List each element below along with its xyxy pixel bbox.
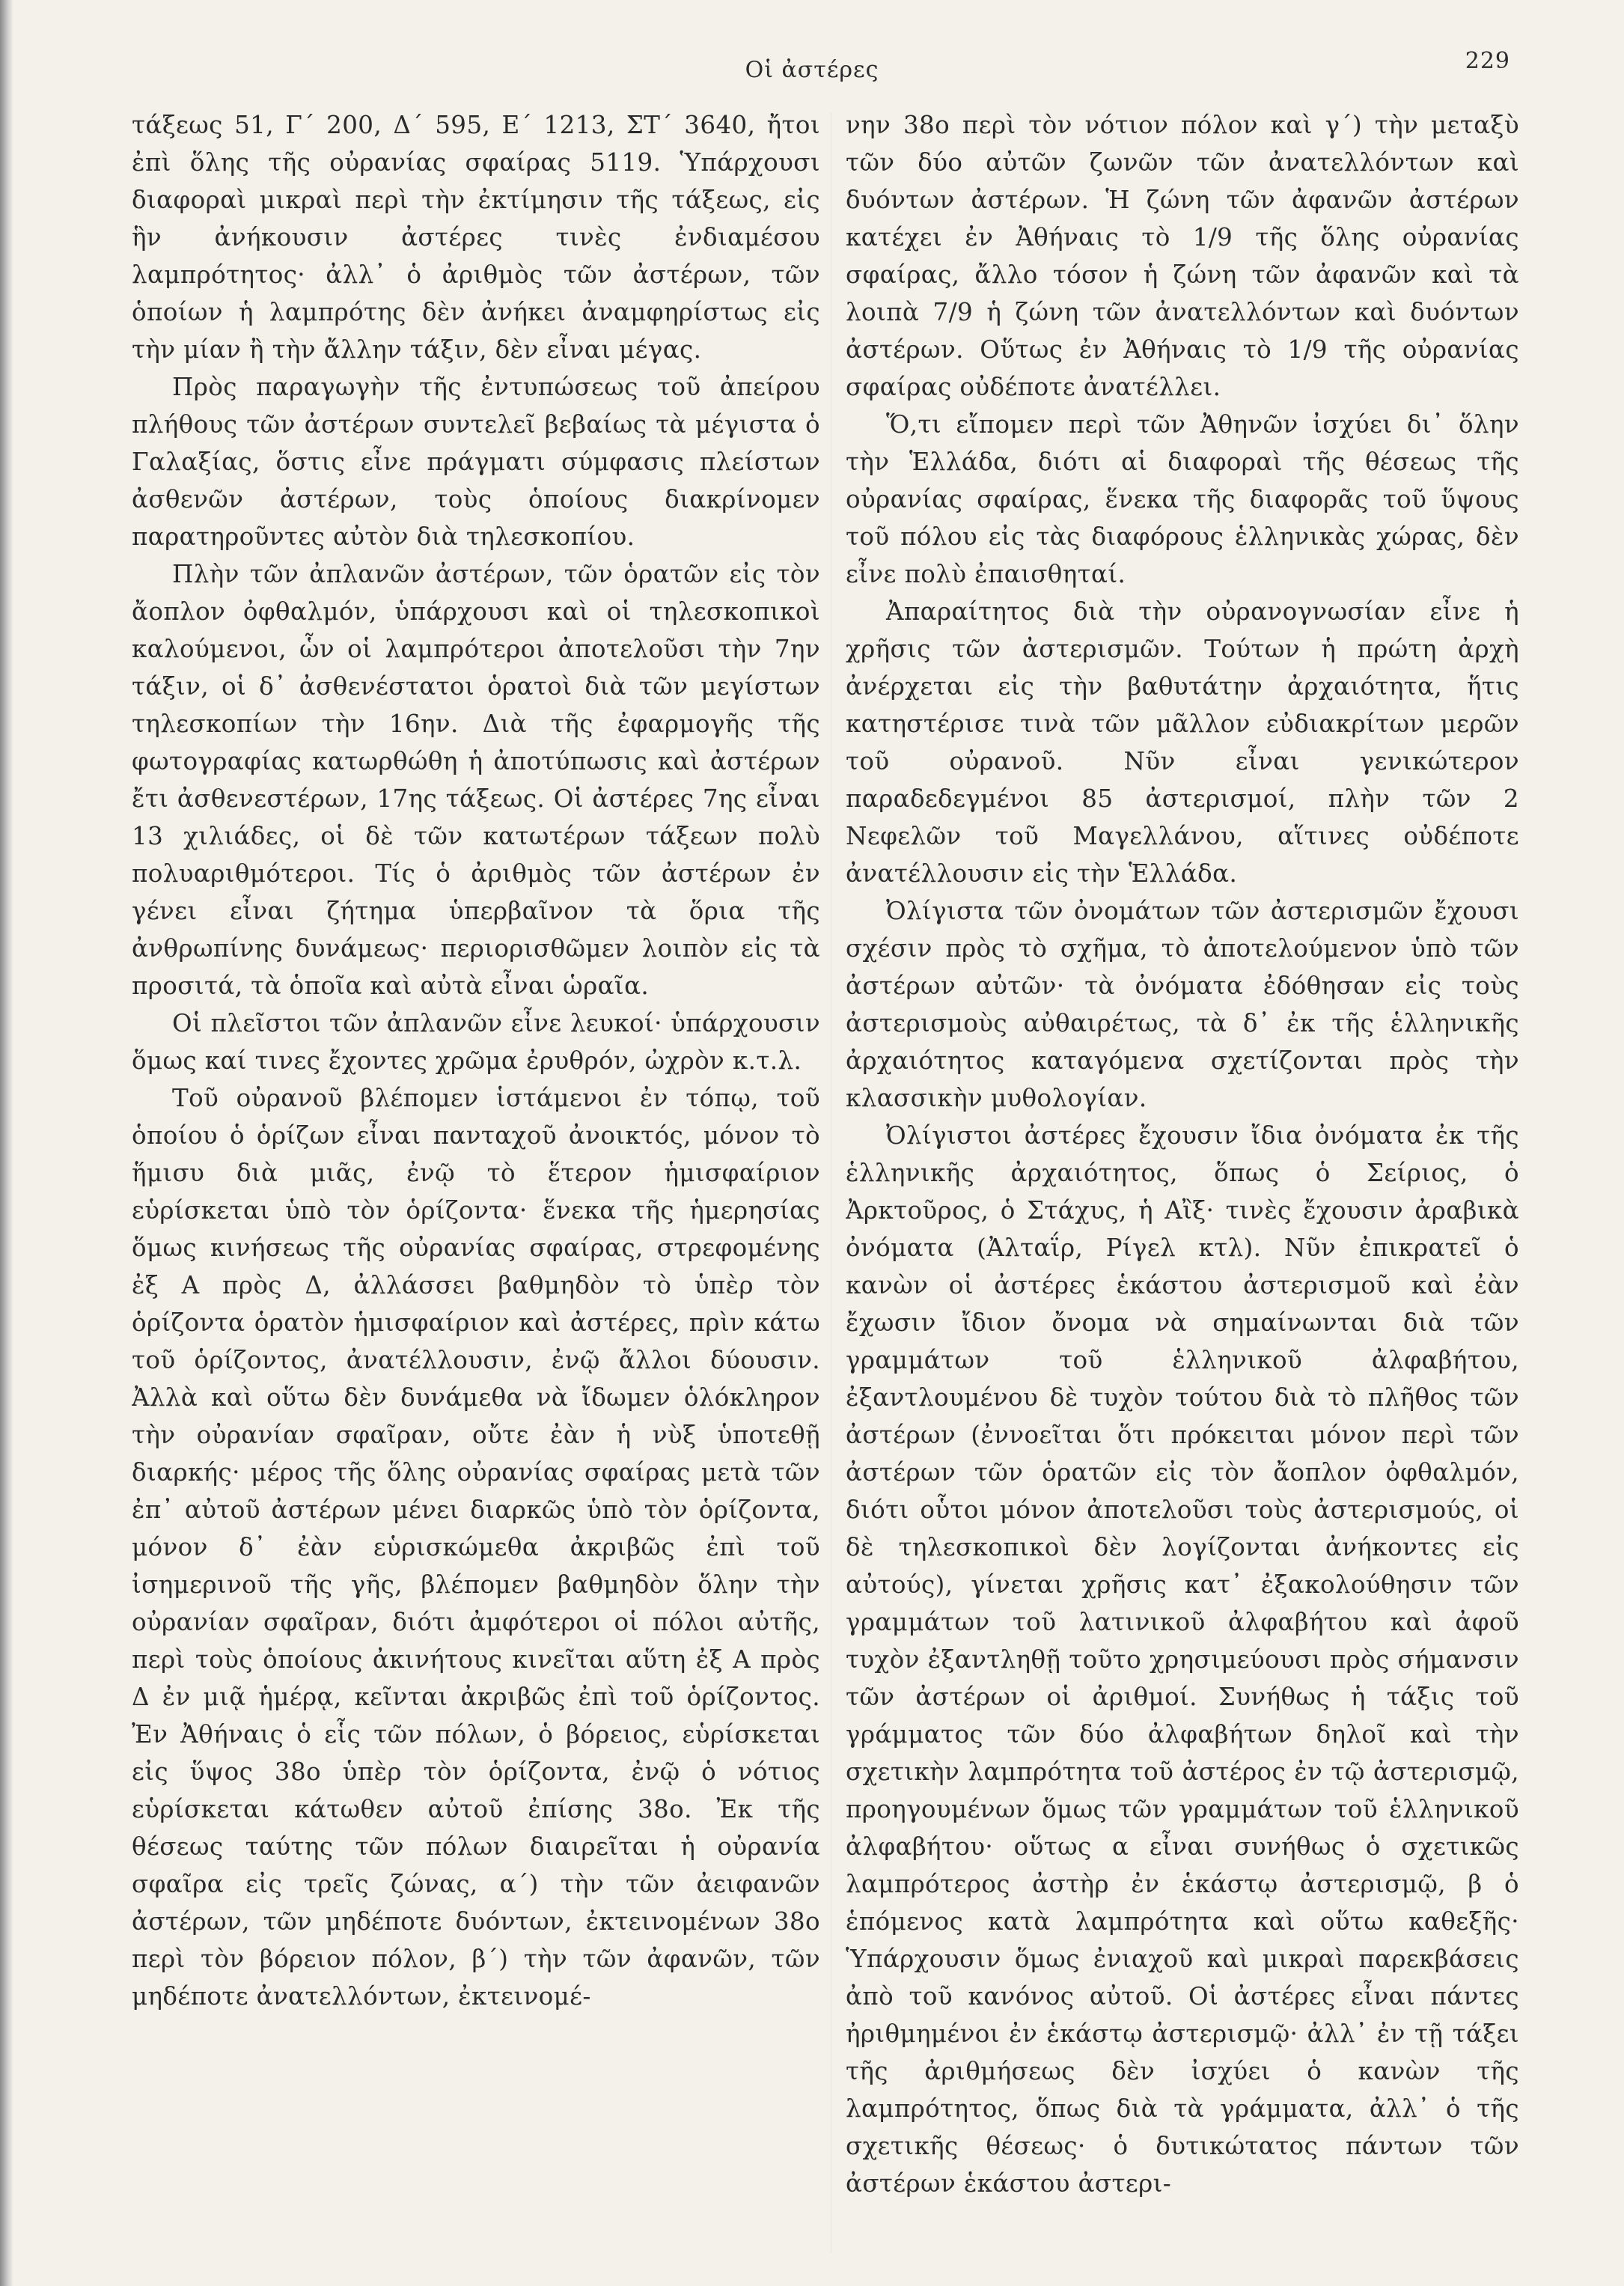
paragraph: Ὀλίγιστοι ἀστέρες ἔχουσιν ἴδια ὀνόματα ἐκ τῆς ἑλληνικῆς ἀρχαιότητος, ὅπως ὁ Σείριος, ὁ Ἀρκτοῦρος, ὁ Στάχυς, ἡ Αἲξ· τινὲς ἔχουσιν ἀραβικὰ ὀνόματα (Ἀλταΐρ, Ρίγελ κτλ). Νῦν ἐπικρατεῖ ὁ κανὼν οἱ ἀστέρες ἑκάστου ἀστερισμοῦ καὶ ἐὰν ἔχωσιν ἴδιον ὄνομα νὰ σημαίνωνται διὰ τῶν γραμμάτων τοῦ ἑλληνικοῦ ἀλφαβήτου, ἐξαντλουμένου δὲ τυχὸν τούτου διὰ τὸ πλῆθος τῶν ἀστέρων (ἐννοεῖται ὅτι πρόκειται μόνον περὶ τῶν ἀστέρων τῶν ὁρατῶν εἰς τὸν ἄοπλον ὀφθαλμόν, διότι οὗτοι μόνον ἀποτελοῦσι τοὺς ἀστερισμούς, οἱ δὲ τηλεσκοπικοὶ δὲν λογίζονται ἀνήκοντες εἰς αὐτούς), γίνεται χρῆσις κατ᾽ ἐξακολούθησιν τῶν γραμμάτων τοῦ λατινικοῦ ἀλφαβήτου καὶ ἀφοῦ τυχὸν ἐξαντληθῇ τοῦτο χρησιμεύουσι πρὸς σήμανσιν τῶν ἀστέρων οἱ ἀριθμοί. Συνήθως ἡ τάξις τοῦ γράμματος τῶν δύο ἀλφαβήτων δηλοῖ καὶ τὴν σχετικὴν λαμπρότητα τοῦ ἀστέρος ἐν τῷ ἀστερισμῷ, προηγουμένων ὅμως τῶν γραμμάτων τοῦ ἑλληνικοῦ ἀλφαβήτου· οὕτως α εἶναι συνήθως ὁ σχετικῶς λαμπρότερος ἀστὴρ ἐν ἑκάστῳ ἀστερισμῷ, β ὁ ἑπόμενος κατὰ λαμπρότητα καὶ οὕτω καθεξῆς· Ὑπάρχουσιν ὅμως ἐνιαχοῦ καὶ μικραὶ παρεκβάσεις ἀπὸ τοῦ κανόνος αὐτοῦ. Οἱ ἀστέρες εἶναι πάντες ἠριθμημένοι ἐν ἑκάστῳ ἀστερισμῷ· ἀλλ᾽ ἐν τῇ τάξει τῆς ἀριθμήσεως δὲν ἰσχύει ὁ κανὼν τῆς λαμπρότητος, ὅπως διὰ τὰ γράμματα, ἀλλ᾽ ὁ τῆς σχετικῆς θέσεως· ὁ δυτικώτατος πάντων τῶν ἀστέρων ἑκάστου ἀστερι-	[846, 1121, 1519, 2198]
paragraph: Ὀλίγιστα τῶν ὀνομάτων τῶν ἀστερισμῶν ἔχουσι σχέσιν πρὸς τὸ σχῆμα, τὸ ἀποτελούμενον ὑπὸ τῶν ἀστέρων αὐτῶν· τὰ ὀνόματα ἐδόθησαν εἰς τοὺς ἀστερισμοὺς αὐθαιρέτως, τὰ δ᾽ ἐκ τῆς ἑλληνικῆς ἀρχαιότητος καταγόμενα σχετίζονται πρὸς τὴν κλασσικὴν μυθολογίαν.	[846, 897, 1519, 1112]
paragraph: Τοῦ οὐρανοῦ βλέπομεν ἱστάμενοι ἐν τόπῳ, τοῦ ὁποίου ὁ ὁρίζων εἶναι πανταχοῦ ἀνοικτός, μόνον τὸ ἥμισυ διὰ μιᾶς, ἐνῷ τὸ ἕτερον ἡμισφαίριον εὑρίσκεται ὑπὸ τὸν ὁρίζοντα· ἕνεκα τῆς ἡμερησίας ὅμως κινήσεως τῆς οὐρανίας σφαίρας, στρεφομένης ἐξ Α πρὸς Δ, ἀλλάσσει βαθμηδὸν τὸ ὑπὲρ τὸν ὁρίζοντα ὁρατὸν ἡμισφαίριον καὶ ἀστέρες, πρὶν κάτω τοῦ ὁρίζοντος, ἀνατέλλουσιν, ἐνῷ ἄλλοι δύουσιν. Ἀλλὰ καὶ οὕτω δὲν δυνάμεθα νὰ ἴδωμεν ὁλόκληρον τὴν οὐρανίαν σφαῖραν, οὔτε ἐὰν ἡ νὺξ ὑποτεθῇ διαρκής· μέρος τῆς ὅλης οὐρανίας σφαίρας μετὰ τῶν ἐπ᾽ αὐτοῦ ἀστέρων μένει διαρκῶς ὑπὸ τὸν ὁρίζοντα, μόνον δ᾽ ἐὰν εὑρισκώμεθα ἀκριβῶς ἐπὶ τοῦ ἰσημερινοῦ τῆς γῆς, βλέπομεν βαθμηδὸν ὅλην τὴν οὐρανίαν σφαῖραν, διότι ἀμφότεροι οἱ πόλοι αὐτῆς, περὶ τοὺς ὁποίους ἀκινήτους κινεῖται αὕτη ἐξ Α πρὸς Δ ἐν μιᾷ ἡμέρᾳ, κεῖνται ἀκριβῶς ἐπὶ τοῦ ὁρίζοντος. Ἐν Ἀθήναις ὁ εἷς τῶν πόλων, ὁ βόρειος, εὑρίσκεται εἰς ὕψος 38ο ὑπὲρ τὸν ὁρίζοντα, ἐνῷ ὁ νότιος εὑρίσκεται κάτωθεν αὐτοῦ ἐπίσης 38ο. Ἐκ τῆς θέσεως ταύτης τῶν πόλων διαιρεῖται ἡ οὐρανία σφαῖρα εἰς τρεῖς ζώνας, α΄) τὴν τῶν ἀειφανῶν ἀστέρων, τῶν μηδέποτε δυόντων, ἐκτεινομένων 38ο περὶ τὸν βόρειον πόλον, β΄) τὴν τῶν ἀφανῶν, τῶν μηδέποτε ἀνατελλόντων, ἐκτεινομέ-	[132, 1084, 820, 2011]
running-header-title: Οἱ ἀστέρες	[745, 57, 879, 83]
paragraph: νην 38ο περὶ τὸν νότιον πόλον καὶ γ΄) τὴν μεταξὺ τῶν δύο αὐτῶν ζωνῶν τῶν ἀνατελλόντων καὶ δυόντων ἀστέρων. Ἡ ζώνη τῶν ἀφανῶν ἀστέρων κατέχει ἐν Ἀθήναις τὸ 1/9 τῆς ὅλης οὐρανίας σφαίρας, ἄλλο τόσον ἡ ζώνη τῶν ἀφανῶν καὶ τὰ λοιπὰ 7/9 ἡ ζώνη τῶν ἀνατελλόντων καὶ δυόντων ἀστέρων. Οὕτως ἐν Ἀθήναις τὸ 1/9 τῆς οὐρανίας σφαίρας οὐδέποτε ἀνατέλλει.	[846, 111, 1519, 401]
paragraph: τάξεως 51, Γ΄ 200, Δ΄ 595, Ε΄ 1213, ΣΤ΄ 3640, ἤτοι ἐπὶ ὅλης τῆς οὐρανίας σφαίρας 5119. Ὑπάρχουσι διαφοραὶ μικραὶ περὶ τὴν ἐκτίμησιν τῆς τάξεως, εἰς ἣν ἀνήκουσιν ἀστέρες τινὲς ἐνδιαμέσου λαμπρότητος· ἀλλ᾽ ὁ ἀριθμὸς τῶν ἀστέρων, τῶν ὁποίων ἡ λαμπρότης δὲν ἀνήκει ἀναμφηρίστως εἰς τὴν μίαν ἢ τὴν ἄλλην τάξιν, δὲν εἶναι μέγας.	[132, 111, 820, 364]
paragraph: Πλὴν τῶν ἀπλανῶν ἀστέρων, τῶν ὁρατῶν εἰς τὸν ἄοπλον ὀφθαλμόν, ὑπάρχουσι καὶ οἱ τηλεσκοπικοὶ καλούμενοι, ὧν οἱ λαμπρότεροι ἀποτελοῦσι τὴν 7ην τάξιν, οἱ δ᾽ ἀσθενέστατοι ὁρατοὶ διὰ τῶν μεγίστων τηλεσκοπίων τὴν 16ην. Διὰ τῆς ἐφαρμογῆς τῆς φωτογραφίας κατωρθώθη ἡ ἀποτύπωσις καὶ ἀστέρων ἔτι ἀσθενεστέρων, 17ης τάξεως. Οἱ ἀστέρες 7ης εἶναι 13 χιλιάδες, οἱ δὲ τῶν κατωτέρων τάξεων πολὺ πολυαριθμότεροι. Τίς ὁ ἀριθμὸς τῶν ἀστέρων ἐν γένει εἶναι ζήτημα ὑπερβαῖνον τὰ ὅρια τῆς ἀνθρωπίνης δυνάμεως· περιορισθῶμεν λοιπὸν εἰς τὰ προσιτά, τὰ ὁποῖα καὶ αὐτὰ εἶναι ὡραῖα.	[132, 560, 820, 1000]
page-number: 229	[1465, 48, 1510, 74]
paragraph: Ὅ,τι εἴπομεν περὶ τῶν Ἀθηνῶν ἰσχύει δι᾽ ὅλην τὴν Ἑλλάδα, διότι αἱ διαφοραὶ τῆς θέσεως τῆς οὐρανίας σφαίρας, ἕνεκα τῆς διαφορᾶς τοῦ ὕψους τοῦ πόλου εἰς τὰς διαφόρους ἑλληνικὰς χώρας, δὲν εἶνε πολὺ ἐπαισθηταί.	[846, 410, 1519, 588]
right-text-column	[846, 106, 1519, 2262]
paragraph: Ἀπαραίτητος διὰ τὴν οὐρανογνωσίαν εἶνε ἡ χρῆσις τῶν ἀστερισμῶν. Τούτων ἡ πρώτη ἀρχὴ ἀνέρχεται εἰς τὴν βαθυτάτην ἀρχαιότητα, ἥτις κατηστέρισε τινὰ τῶν μᾶλλον εὐδιακρίτων μερῶν τοῦ οὐρανοῦ. Νῦν εἶναι γενικώτερον παραδεδεγμένοι 85 ἀστερισμοί, πλὴν τῶν 2 Νεφελῶν τοῦ Μαγελλάνου, αἵτινες οὐδέποτε ἀνατέλλουσιν εἰς τὴν Ἑλλάδα.	[846, 597, 1519, 888]
paragraph: Οἱ πλεῖστοι τῶν ἀπλανῶν εἶνε λευκοί· ὑπάρχουσιν ὅμως καί τινες ἔχοντες χρῶμα ἐρυθρόν, ὠχρὸν κ.τ.λ.	[132, 1009, 820, 1075]
paragraph: Πρὸς παραγωγὴν τῆς ἐντυπώσεως τοῦ ἀπείρου πλήθους τῶν ἀστέρων συντελεῖ βεβαίως τὰ μέγιστα ὁ Γαλαξίας, ὅστις εἶνε πράγματι σύμφασις πλείστων ἀσθενῶν ἀστέρων, τοὺς ὁποίους διακρίνομεν παρατηροῦντες αὐτὸν διὰ τηλεσκοπίου.	[132, 373, 820, 551]
page-binding-edge	[0, 0, 13, 2286]
left-text-column	[132, 106, 820, 2262]
